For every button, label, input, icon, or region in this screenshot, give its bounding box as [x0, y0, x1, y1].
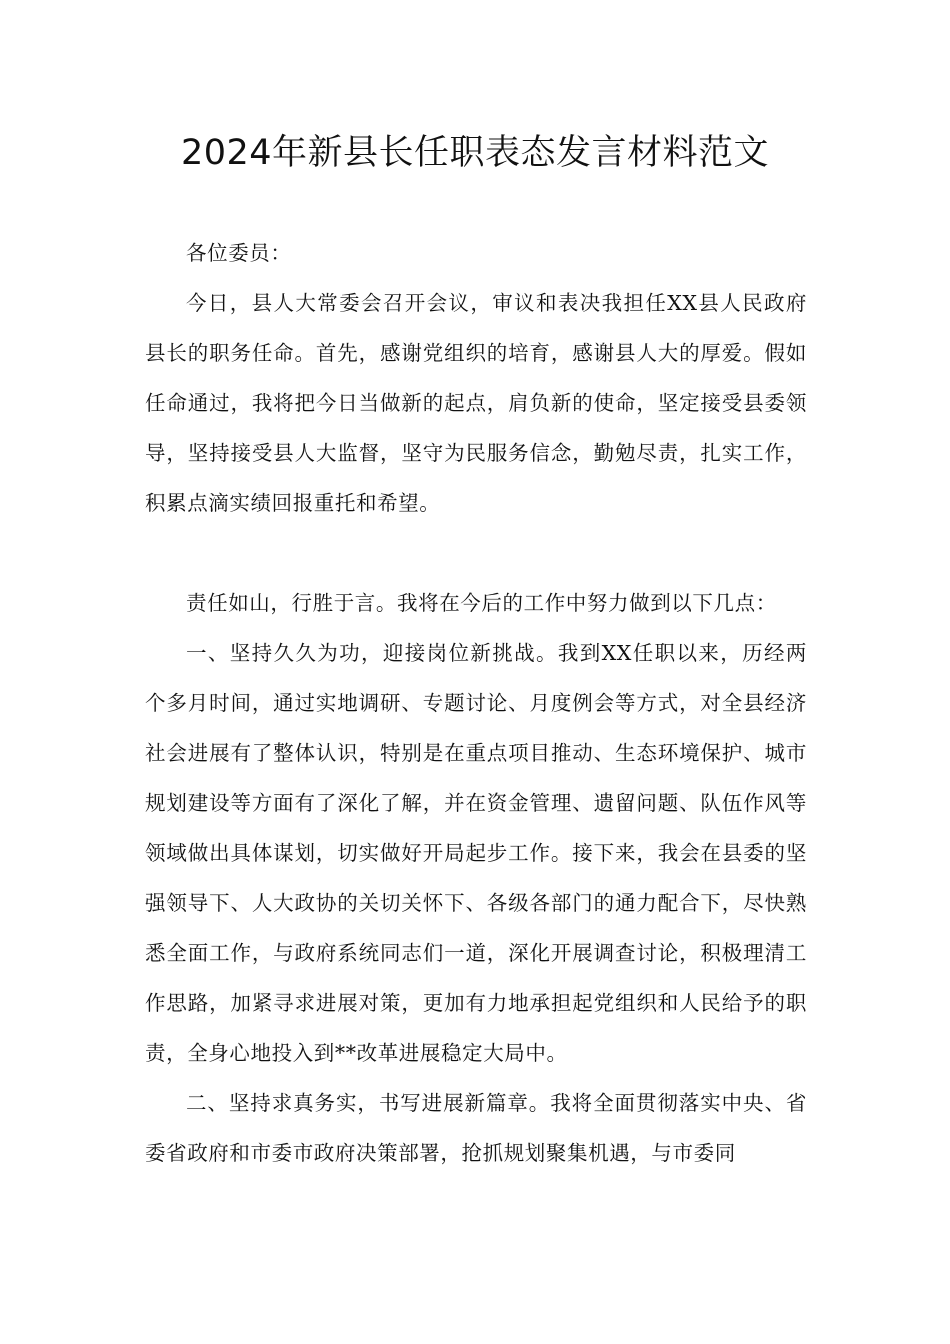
body-paragraph-point-one: 一、坚持久久为功，迎接岗位新挑战。我到XX任职以来，历经两个多月时间，通过实地调研、专题讨论、月度例会等方式，对全县经济社会进展有了整体认识，特别是在重点项目推动、生态环境保护、城市规划建设等方面有了深化了解，并在资金管理、遗留问题、队伍作风等领域做出具体谋划，切实做好开局起步工作。接下来，我会在县委的坚强领导下、人大政协的关切关怀下、各级各部门的通力配合下，尽快熟悉全面工作，与政府系统同志们一道，深化开展调查讨论，积极理清工作思路，加紧寻求进展对策，更加有力地承担起党组织和人民给予的职责，全身心地投入到**改革进展稳定大局中。	[145, 641, 807, 1065]
document-title: 2024年新县长任职表态发言材料范文	[180, 133, 770, 173]
salutation-paragraph: 各位委员：	[186, 241, 292, 265]
body-paragraph-commitment: 责任如山，行胜于言。我将在今后的工作中努力做到以下几点：	[186, 591, 777, 615]
body-paragraph-point-two: 二、坚持求真务实，书写进展新篇章。我将全面贯彻落实中央、省委省政府和市委市政府决策部署，抢抓规划聚集机遇，与市委同	[145, 1091, 807, 1165]
document-body	[145, 228, 807, 1178]
body-paragraph-intro: 今日，县人大常委会召开会议，审议和表决我担任XX县人民政府县长的职务任命。首先，感谢党组织的培育，感谢县人大的厚爱。假如任命通过，我将把今日当做新的起点，肩负新的使命，坚定接受县委领导，坚持接受县人大监督，坚守为民服务信念，勤勉尽责，扎实工作，积累点滴实绩回报重托和希望。	[145, 291, 807, 515]
